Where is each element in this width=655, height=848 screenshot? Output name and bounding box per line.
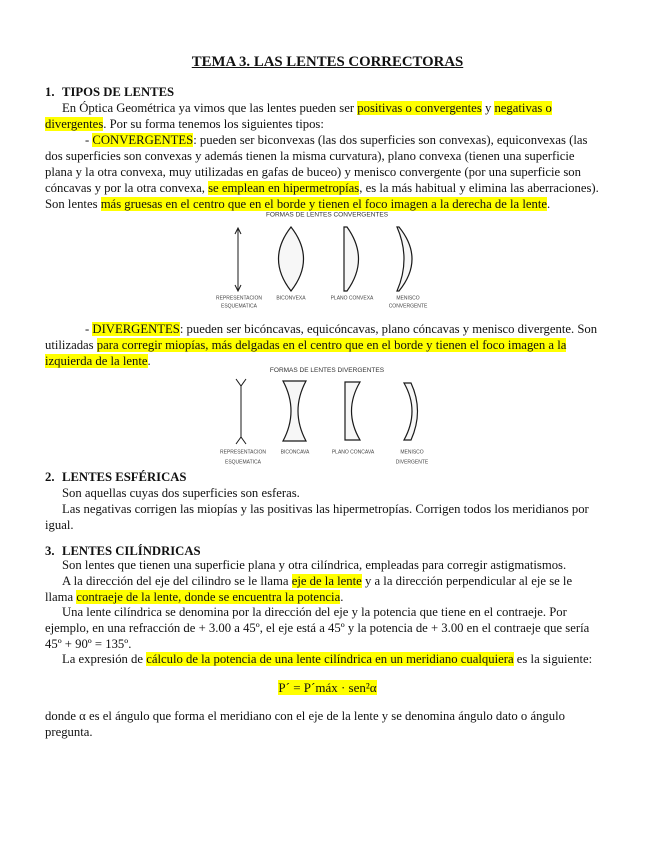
text: Son lentes [45, 197, 101, 211]
paragraph-cilindricas [45, 558, 610, 668]
text-line [45, 574, 610, 590]
highlighted-text: se emplean en hipermetropías [208, 181, 360, 195]
paragraph-convergentes [45, 100, 610, 212]
section-heading-tipos [45, 84, 610, 100]
highlighted-text: negativas o [494, 101, 552, 115]
diverging-meniscus-lens [404, 383, 418, 440]
inverted-arrowhead-top [236, 379, 246, 386]
text: . [147, 354, 151, 368]
section-title: LENTES CILÍNDRICAS [62, 544, 201, 558]
section-number: 3. [45, 544, 55, 558]
highlighted-text: CONVERGENTES [92, 133, 194, 147]
text: . [547, 197, 551, 211]
text-line [45, 116, 610, 132]
text-line [45, 337, 610, 353]
text-line [45, 652, 610, 668]
figure-title: FORMAS DE LENTES DIVERGENTES [269, 367, 385, 374]
highlighted-text: DIVERGENTES [92, 322, 180, 336]
text: es la siguiente: [513, 652, 593, 667]
power-formula [0, 680, 655, 696]
text: utilizadas [45, 338, 97, 352]
figure-title: FORMAS DE LENTES CONVERGENTES [265, 211, 389, 219]
text-line: pregunta. [45, 725, 93, 739]
highlighted-text: contraeje de la lente, donde se encuentra la potencia [76, 589, 341, 604]
text-line: donde α es el ángulo que forma el meridiano con el eje de la lente y se denomina ángulo dato o ángulo [45, 709, 565, 723]
text-line: dos superficies son convexas y además tienen la misma curvatura), plano convexa (tienen una superficie [45, 149, 575, 163]
text: : pueden ser biconvexas (las dos superficies son convexas), equiconvexas (las [193, 133, 588, 147]
biconvex-lens [279, 227, 304, 291]
text: cóncavas y por la otra convexa, [45, 181, 209, 195]
text-line: Las negativas corrigen las miopías y las positivas las hipermetropías. Corrigen todos los meridianos por [62, 502, 589, 516]
text-line: 45º + 90º = 135º. [45, 636, 132, 651]
figure-label: ESQUEMATICA [224, 459, 262, 466]
text-line [45, 590, 610, 606]
figure-label: BICONVEXA [276, 295, 306, 302]
figure-label: DIVERGENTE [395, 459, 429, 466]
text-line: plana y la otra convexa, muy utilizadas en gafas de buceo) y menisco convergente (por una superficie son [45, 165, 581, 179]
text-line: Son aquellas cuyas dos superficies son esferas. [62, 486, 300, 500]
figure-label: PLANO CONCAVA [331, 449, 375, 456]
plano-concave-lens [345, 382, 360, 440]
convergent-lenses-figure [0, 205, 655, 315]
highlighted-text: eje de la lente [291, 573, 362, 588]
text: : pueden ser bicóncavas, equicóncavas, plano cóncavas y menisco divergente. Son [179, 322, 598, 336]
paragraph-angulo [45, 708, 610, 740]
highlighted-text: izquierda de la lente [45, 354, 148, 368]
text: . [340, 589, 344, 604]
schematic-divergent-lens-symbol [236, 379, 246, 444]
schematic-convergent-lens-symbol [235, 228, 241, 291]
text-line [45, 321, 610, 337]
text-line: igual. [45, 518, 74, 532]
figure-label: REPRESENTACION [219, 449, 267, 456]
figure-label: MENISCO [400, 449, 424, 456]
highlighted-text: para corregir miopías, más delgadas en el centro que en el borde y tienen el foco imagen a la [96, 338, 567, 352]
highlighted-text: más gruesas en el centro que en el borde y tienen el foco imagen a la derecha de la lente [100, 197, 548, 211]
plano-convex-lens [344, 227, 359, 291]
text: La expresión de [62, 652, 147, 667]
figure-label: CONVERGENTE [388, 303, 428, 310]
text: En Óptica Geométrica ya vimos que las lentes pueden ser [62, 101, 358, 115]
inverted-arrowhead-bottom [236, 437, 246, 444]
text: - [85, 322, 93, 336]
text: y a la dirección perpendicular al eje se le [361, 573, 573, 588]
highlighted-text: divergentes [45, 117, 104, 131]
biconcave-lens [283, 381, 306, 441]
paragraph-esfericas [45, 485, 610, 533]
figure-label: PLANO CONVEXA [330, 295, 374, 302]
figure-label: BICONCAVA [280, 449, 310, 456]
figure-label: MENISCO [396, 295, 420, 302]
figure-label: ESQUEMATICA [220, 303, 258, 310]
text-line: Son lentes que tienen una superficie plana y otra cilíndrica, empleadas para corregir astigmatismos. [62, 558, 567, 573]
section-heading-esfericas [45, 469, 610, 485]
figure-label: REPRESENTACION [215, 295, 263, 302]
divergent-lenses-figure [0, 362, 655, 468]
highlighted-formula: P´ = P´máx · sen²α [278, 680, 377, 695]
section-title: TIPOS DE LENTES [62, 85, 175, 99]
text: y [481, 101, 495, 115]
section-number: 2. [45, 470, 55, 484]
section-heading-cilindricas [45, 543, 610, 559]
text-line [45, 132, 610, 148]
page-title: TEMA 3. LAS LENTES CORRECTORAS [191, 54, 464, 70]
highlighted-text: cálculo de la potencia de una lente cilíndrica en un meridiano cualquiera [146, 652, 514, 667]
text: A la dirección del eje del cilindro se le llama [62, 573, 292, 588]
text: , es la más habitual y elimina las aberraciones). [359, 181, 599, 195]
converging-meniscus-lens [397, 227, 412, 291]
section-number: 1. [45, 85, 55, 99]
text: . Por su forma tenemos los siguientes tipos: [103, 117, 324, 131]
text-line: Una lente cilíndrica se denomina por la dirección del eje y la potencia que tiene en el contraeje. Por [62, 605, 567, 620]
text: llama [45, 589, 77, 604]
text-line [45, 180, 610, 196]
text-line: ejemplo, en una refracción de + 3.00 a 45º, el eje está a 45º y la potencia de + 3.00 en el contraeje que sería [45, 621, 590, 636]
text: - [85, 133, 93, 147]
highlighted-text: positivas o convergentes [357, 101, 482, 115]
text-line [45, 100, 610, 116]
section-title: LENTES ESFÉRICAS [62, 470, 187, 484]
